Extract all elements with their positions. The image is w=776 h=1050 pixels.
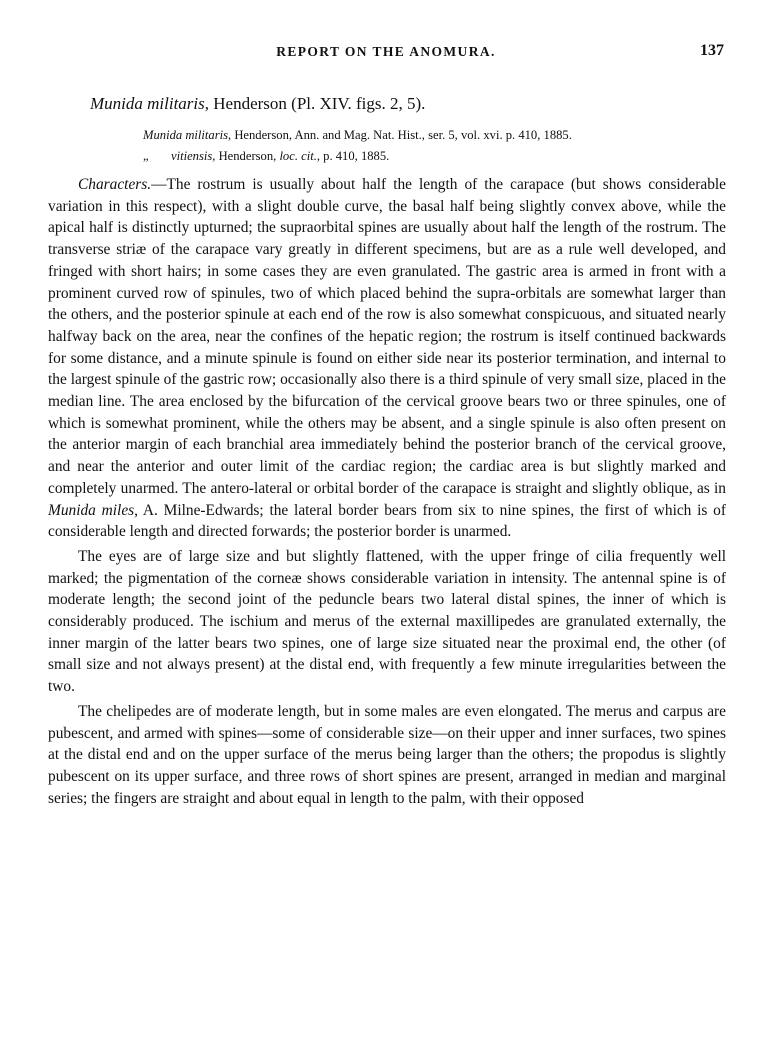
species-authority: , Henderson (Pl. XIV. figs. 2, 5). bbox=[204, 94, 426, 113]
species-heading bbox=[90, 94, 425, 114]
running-title: REPORT ON THE ANOMURA. bbox=[276, 44, 496, 59]
paragraph-characters bbox=[48, 174, 726, 543]
synonym-citation: , Henderson, bbox=[212, 149, 280, 163]
running-header bbox=[48, 44, 724, 68]
page-number: 137 bbox=[700, 42, 724, 59]
paragraph-eyes: The eyes are of large size and but slightly flattened, with the upper fringe of cilia frequently well marked; the pigmentation of the corneæ shows considerable variation in intensity. The antennal spine is of moderate length; the second joint of the peduncle bears two lateral distal spines, the inner of which is considerably produced. The ischium and merus of the external maxillipedes are granulated externally, the inner margin of the latter bears two spines, one of large size situated near the proximal end, the other (of small size and not always present) at the distal end, with frequently a few minute irregularities between the two. bbox=[48, 547, 726, 696]
species-name: Munida militaris bbox=[90, 94, 205, 113]
synonymy-line bbox=[143, 149, 389, 164]
body-text bbox=[48, 174, 726, 809]
synonym-name: vitiensis bbox=[171, 149, 213, 163]
synonym-citation: , Henderson, Ann. and Mag. Nat. Hist., ser. 5, vol. xvi. p. 410, 1885. bbox=[228, 128, 572, 142]
paragraph-text: , A. Milne-Edwards; the lateral border bears from six to nine spines, the first of which is of considerable length and directed forwards; the posterior border is unarmed. bbox=[48, 501, 727, 541]
characters-lead: Characters. bbox=[78, 176, 152, 193]
synonymy-line bbox=[143, 128, 572, 143]
ditto-mark: „ bbox=[143, 149, 149, 163]
synonym-citation-loc: loc. cit. bbox=[279, 149, 317, 163]
synonym-name: Munida militaris bbox=[143, 128, 229, 142]
paragraph-chelipedes: The chelipedes are of moderate length, but in some males are even elongated. The merus and carpus are pubescent, and armed with spines—some of considerable size—on their upper and inner surfaces, two spines at the distal end and on the upper surface of the merus being larger than the others; the propodus is slightly pubescent on its upper surface, and three rows of short spines are present, arranged in median and marginal series; the fingers are straight and about equal in length to the palm, with their opposed bbox=[48, 702, 726, 807]
species-reference: Munida miles bbox=[48, 501, 135, 519]
paragraph-text: —The rostrum is usually about half the length of the carapace (but shows considerable variation in this respect), with a slight double curve, the basal half being slightly convex above, while the apical half is distinctly upturned; the supraorbital spines are usually about half the length of the rostrum. The transverse striæ of the carapace vary greatly in different specimens, but are as a rule well developed, and fringed with short hairs; in some cases they are even granulated. The gastric area is armed in front with a prominent curved row of spinules, two of which placed behind the supra-orbitals are somewhat larger than the others, and the posterior spinule at each end of the row is also somewhat conspicuous, and situated nearly halfway back on the area, near the confines of the hepatic region; the rostrum is itself continued backwards for some distance, and a minute spinule is found on either side near its posterior termination, and internal to the largest spinule of the gastric row; occasionally also there is a third spinule of very small size, placed in the median line. The area enclosed by the bifurcation of the cervical groove bears two or three spinules, one of which is somewhat prominent, while the others may be absent, and a single spinule is also often present on the anterior margin of each branchial area immediately behind the posterior branch of the cervical groove, and near the anterior and outer limit of the cardiac region; the cardiac area is but slightly marked and completely unarmed. The antero-lateral or orbital border of the carapace is straight and slightly oblique, as in bbox=[48, 176, 726, 497]
synonym-citation: , p. 410, 1885. bbox=[316, 149, 390, 163]
